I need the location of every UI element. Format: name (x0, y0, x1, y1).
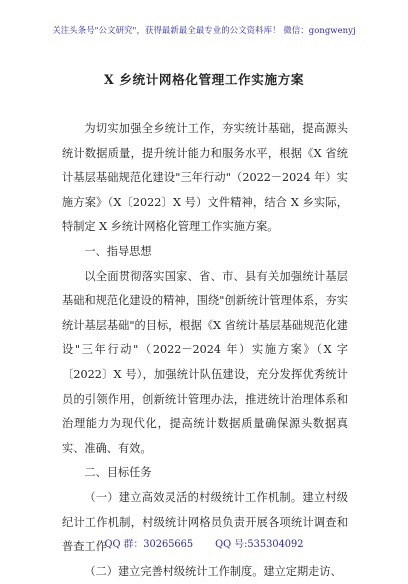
footer-contact (0, 536, 408, 550)
section-heading-objectives: 二、目标任务 (84, 466, 152, 480)
document-body (62, 117, 348, 584)
document-title: X 乡统计网格化管理工作实施方案 (103, 72, 305, 87)
paragraph-objective-2: （二）建立完善村级统计工作制度。建立定期走访、 (84, 564, 342, 578)
section-heading-guiding-ideology: 一、指导思想 (84, 244, 152, 258)
paragraph-objective-1: （一）建立高效灵活的村级统计工作机制。建立村级纪计工作机制，村级统计网格员负责开展各项统计调查和普查工作 (62, 490, 348, 554)
header-notice: 关注头条号"公文研究"，获得最新最全最专业的公文资料库！ 微信：gongwenyj (52, 25, 356, 35)
paragraph-intro: 为切实加强全乡统计工作，夯实统计基础，提高源头统计数据质量，提升统计能力和服务水平，根据《X 省统计基层基础规范化建设"三年行动"（2022－2024 年）实施方案》（X〔2022〕X 号）文件精神，结合 X 乡实际，特制定 X 乡统计网格化管理工作实施方案。 (62, 122, 348, 234)
paragraph-guiding-ideology: 以全面贯彻落实国家、省、市、县有关加强统计基层基础和规范化建设的精神，围绕"创新统计管理体系，夯实统计基层基础"的目标，根据《X 省统计基层基础规范化建设"三年行动"（2022－2024 年）实施方案》（X 字〔2022〕X 号），加强统计队伍建设，充分发挥优秀统计员的引领作用，创新统计管理办法，推进统计治理体系和治理能力为现代化，提高统计数据质量确保源头数据真实、准确、有效。 (62, 269, 348, 455)
footer-qq-number: QQ 号:535304092 (215, 539, 304, 550)
footer-qq-group: QQ 群：30265665 (104, 539, 194, 550)
